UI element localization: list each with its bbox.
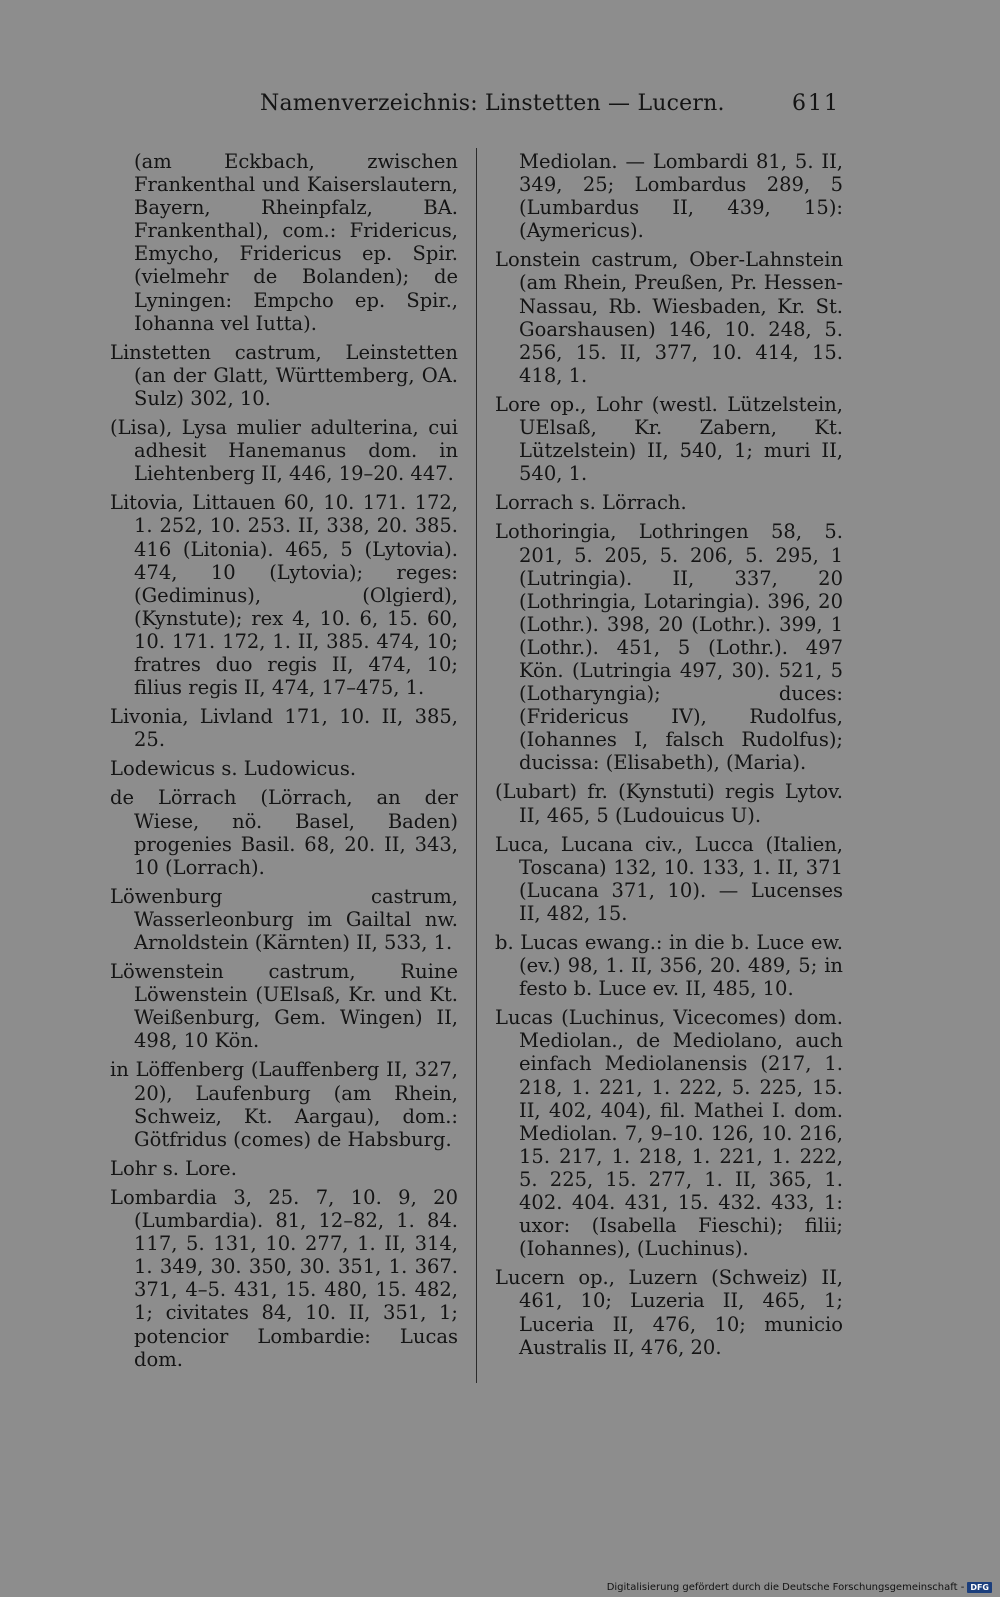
index-entry: Lorrach s. Lörrach. — [495, 491, 687, 515]
index-entry: (am Eckbach, zwischen Frankenthal und Kaiserslautern, Bayern, Rheinpfalz, BA. Frankenthal), com.: Fridericus, Emycho, Fridericus ep. Spir. (vielmehr de Bolanden); de Lyningen: Empcho ep. Spir., Iohanna vel Iutta). — [134, 150, 458, 335]
index-entry: Linstetten castrum, Leinstetten (an der Glatt, Württemberg, OA. Sulz) 302, 10. — [110, 340, 458, 410]
index-entry: Luca, Lucana civ., Lucca (Italien, Toscana) 132, 10. 133, 1. II, 371 (Lucana 371, 10). — Lucenses II, 482, 15. — [495, 832, 843, 925]
digitization-credit — [607, 1582, 992, 1593]
index-entry: Livonia, Livland 171, 10. II, 385, 25. — [110, 705, 458, 752]
index-entry: Lothoringia, Lothringen 58, 5. 201, 5. 205, 5. 206, 5. 295, 1 (Lutringia). II, 337, 20 (Lothringia, Lotaringia). 396, 20 (Lothr.). 398, 20 (Lothr.). 399, 1 (Lothr.). 451, 5 (Lothr.). 497 Kön. (Lutringia 497, 30). 521, 5 (Lotharyngia); duces: (Fridericus IV), Rudolfus, (Iohannes I, falsch Rudolfus); ducissa: (Elisabeth), (Maria). — [495, 520, 843, 775]
right-column — [495, 150, 843, 1365]
dfg-logo-icon: DFG — [967, 1582, 992, 1593]
index-entry: Lodewicus s. Ludowicus. — [110, 757, 357, 781]
index-entry: Lore op., Lohr (westl. Lützelstein, UElsaß, Kr. Zabern, Kt. Lützelstein) II, 540, 1; muri II, 540, 1. — [495, 392, 843, 486]
index-entry: Lombardia 3, 25. 7, 10. 9, 20 (Lumbardia). 81, 12–82, 1. 84. 117, 5. 131, 10. 277, 1. II, 314, 1. 349, 30. 350, 30. 351, 1. 367. 371, 4–5. 431, 15. 480, 15. 482, 1; civitates 84, 10. II, 351, 1; potencior Lombardie: Lucas dom. — [110, 1185, 458, 1371]
index-entry: Löwenstein castrum, Ruine Löwenstein (UElsaß, Kr. und Kt. Weißenburg, Gem. Wingen) II, 498, 10 Kön. — [110, 960, 458, 1053]
index-entry: (Lubart) fr. (Kynstuti) regis Lytov. II, 465, 5 (Ludouicus U). — [495, 780, 843, 827]
index-entry: Lucas (Luchinus, Vicecomes) dom. Mediolan., de Mediolano, auch einfach Mediolanensis (217, 1. 218, 1. 221, 1. 222, 5. 225, 15. II, 402, 404), fil. Mathei I. dom. Mediolan. 7, 9–10. 126, 10. 216, 15. 217, 1. 218, 1. 221, 1. 222, 5. 225, 15. 277, 1. II, 365, 1. 402. 404. 431, 15. 432. 433, 1: uxor: (Isabella Fieschi); filii; (Iohannes), (Luchinus). — [495, 1006, 843, 1261]
running-title: Namenverzeichnis: Linstetten — Lucern. — [260, 91, 725, 116]
index-entry: Löwenburg castrum, Wasserleonburg im Gailtal nw. Arnoldstein (Kärnten) II, 533, 1. — [110, 884, 458, 954]
index-entry: Lonstein castrum, Ober-Lahnstein (am Rhein, Preußen, Pr. Hessen-Nassau, Rb. Wiesbaden, Kr. St. Goarshausen) 146, 10. 248, 5. 256, 15. II, 377, 10. 414, 15. 418, 1. — [495, 248, 843, 387]
column-divider — [476, 148, 477, 1383]
index-entry: b. Lucas ewang.: in die b. Luce ew. (ev.) 98, 1. II, 356, 20. 489, 5; in festo b. Luce ev. II, 485, 10. — [495, 931, 843, 1001]
index-entry: (Lisa), Lysa mulier adulterina, cui adhesit Hanemanus dom. in Liehtenberg II, 446, 19–20. 447. — [110, 416, 458, 486]
running-header — [110, 91, 840, 123]
left-column — [110, 150, 458, 1377]
page-number: 611 — [792, 91, 840, 116]
index-entry: Litovia, Littauen 60, 10. 171. 172, 1. 252, 10. 253. II, 338, 20. 385. 416 (Litonia). 465, 5 (Lytovia). 474, 10 (Lytovia); reges: (Gediminus), (Olgierd), (Kynstute); rex 4, 10. 6, 15. 60, 10. 171. 172, 1. II, 385. 474, 10; fratres duo regis II, 474, 10; filius regis II, 474, 17–475, 1. — [110, 491, 458, 700]
index-entry: Mediolan. — Lombardi 81, 5. II, 349, 25; Lombardus 289, 5 (Lumbardus II, 439, 15): (Aymericus). — [519, 150, 843, 243]
index-entry: in Löffenberg (Lauffenberg II, 327, 20), Laufenburg (am Rhein, Schweiz, Kt. Aargau), dom.: Götfridus (comes) de Habsburg. — [110, 1058, 458, 1151]
credit-text: Digitalisierung gefördert durch die Deutsche Forschungsgemeinschaft - — [606, 1582, 965, 1593]
index-entry: Lucern op., Luzern (Schweiz) II, 461, 10; Luzeria II, 465, 1; Luceria II, 476, 10; municio Australis II, 476, 20. — [495, 1266, 843, 1359]
index-entry: de Lörrach (Lörrach, an der Wiese, nö. Basel, Baden) progenies Basil. 68, 20. II, 343, 10 (Lorrach). — [110, 786, 458, 879]
index-entry: Lohr s. Lore. — [110, 1156, 237, 1180]
